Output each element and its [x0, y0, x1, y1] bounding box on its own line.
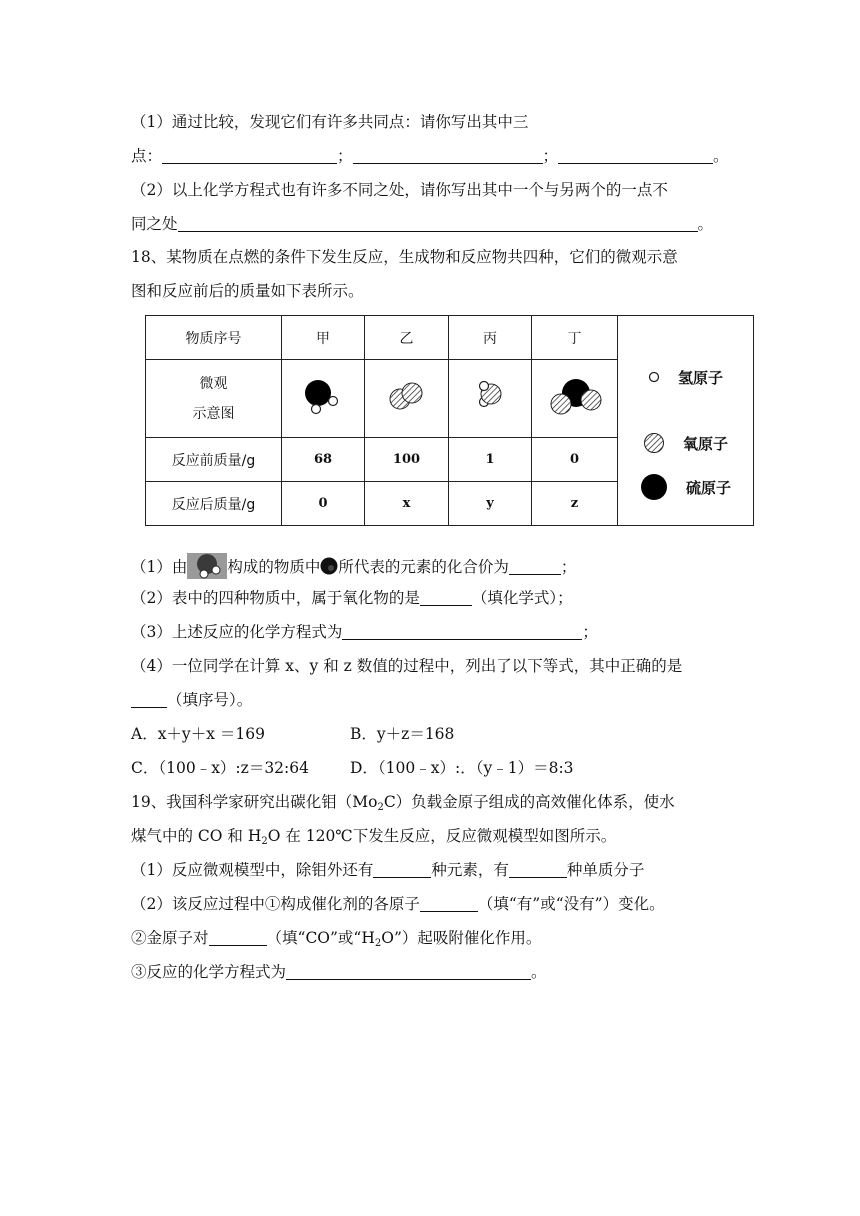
q19-q2-suffix: （填“有”或“没有”）变化。 — [477, 895, 665, 913]
q18-intro-line-b: 图和反应前后的质量如下表所示。 — [131, 282, 364, 300]
q17-part2-line-a: （2）以上化学方程式也有许多不同之处，请你写出其中一个与另两个的一点不 — [131, 181, 668, 199]
q17-part1-line-a: （1）通过比较，发现它们有许多共同点：请你写出其中三 — [131, 113, 529, 131]
q19-q1-mid: 种元素，有 — [431, 861, 509, 879]
substance-ding: 丁 — [532, 316, 618, 360]
q19-question-2 — [131, 894, 665, 914]
q17-sep-1: ； — [337, 147, 353, 165]
q19-q2-part3-prefix: ③反应的化学方程式为 — [131, 963, 287, 981]
substance-jia: 甲 — [282, 316, 365, 360]
q17-part1-line-b — [131, 146, 729, 166]
q19-q1-answer-blank-1[interactable] — [373, 861, 431, 878]
q19-intro-line-b — [131, 826, 616, 846]
diagram-label-b: 示意图 — [192, 405, 235, 422]
h2o-molecule-icon — [470, 380, 510, 414]
q18-question-3 — [131, 622, 598, 642]
q19-intro-a-sub: 2 — [377, 802, 384, 813]
diagram-row-label — [146, 360, 282, 438]
q19-q2-part2-d1: （填“CO”或“H — [266, 929, 375, 947]
q17-part2-prefix: 同之处 — [131, 215, 178, 233]
diagram-jia — [282, 360, 365, 438]
q18-q3-answer-blank[interactable] — [342, 623, 582, 640]
q19-intro-b2: O 在 120℃下发生反应，反应微观模型如图所示。 — [267, 827, 617, 845]
after-mass-label: 反应后质量/g — [146, 482, 282, 526]
q18-q4-end: （填序号）。 — [167, 691, 253, 709]
after-mass-yi: x — [365, 482, 449, 526]
table-header-label: 物质序号 — [146, 316, 282, 360]
q17-answer-blank-2[interactable] — [353, 147, 543, 164]
q19-intro-b1: 煤气中的 CO 和 H — [131, 827, 262, 845]
q18-q1-suffix: 所代表的元素的化合价为 — [338, 558, 509, 576]
q18-q4-answer-blank[interactable] — [131, 691, 167, 708]
q19-intro-a2: C）负载金原子组成的高效催化体系，使水 — [383, 793, 675, 811]
q19-question-2-part2 — [131, 928, 541, 948]
h2s-molecule-icon — [301, 377, 345, 417]
q18-q1-prefix: （1）由 — [131, 558, 188, 576]
q18-q2-end: （填化学式）； — [471, 589, 573, 607]
q19-q2-prefix: （2）该反应过程中①构成催化剂的各原子 — [131, 895, 420, 913]
before-mass-yi: 100 — [365, 438, 449, 482]
q17-answer-blank-4[interactable] — [178, 215, 698, 232]
q19-q2-part2-sub: 2 — [374, 938, 382, 949]
sulfur-inline-icon — [320, 557, 338, 575]
q19-q2-answer-blank-1[interactable] — [420, 895, 478, 912]
q17-part2-line-b — [131, 214, 713, 234]
q18-q2-text: （2）表中的四种物质中，属于氧化物的是 — [131, 589, 420, 607]
q18-option-a: A．x＋y＋x ＝169 — [131, 725, 265, 743]
q17-answer-blank-3[interactable] — [558, 147, 713, 164]
sulfur-atom-icon — [640, 473, 668, 501]
legend-oxygen-label: 氧原子 — [682, 434, 728, 453]
diagram-yi — [365, 360, 449, 438]
legend-sulfur — [618, 462, 753, 512]
q18-q2-answer-blank[interactable] — [420, 589, 472, 606]
q19-question-2-part3 — [131, 962, 547, 982]
q18-q3-text: （3）上述反应的化学方程式为 — [131, 623, 343, 641]
q18-data-table — [145, 315, 754, 526]
before-mass-bing: 1 — [449, 438, 532, 482]
q19-intro-a1: 19、我国科学家研究出碳化钼（Mo — [131, 793, 378, 811]
oxygen-atom-icon — [643, 432, 665, 454]
before-mass-jia: 68 — [282, 438, 365, 482]
after-mass-ding: z — [532, 482, 618, 526]
legend-sulfur-label: 硫原子 — [685, 478, 731, 497]
q19-q2-part3-end: 。 — [531, 963, 547, 981]
after-mass-jia: 0 — [282, 482, 365, 526]
substance-yi: 乙 — [365, 316, 449, 360]
diagram-ding — [532, 360, 618, 438]
q17-end-2: 。 — [697, 215, 714, 233]
legend-hydrogen — [618, 352, 753, 402]
q18-q1-answer-blank[interactable] — [509, 558, 561, 575]
q19-question-1 — [131, 860, 644, 880]
legend-oxygen — [618, 418, 753, 468]
o2-molecule-icon — [385, 380, 429, 414]
q18-question-4-line-a: （4）一位同学在计算 x、y 和 z 数值的过程中，列出了以下等式，其中正确的是 — [131, 657, 683, 675]
atom-legend — [618, 316, 754, 526]
q18-option-c: C．（100﹣x）:z＝32:64 — [131, 759, 309, 777]
before-mass-ding: 0 — [532, 438, 618, 482]
so2-molecule-icon — [545, 376, 605, 418]
hydrogen-atom-icon — [648, 371, 660, 383]
q17-answer-blank-1[interactable] — [162, 147, 337, 164]
q17-part1-prefix: 点： — [131, 147, 163, 165]
q19-q1-suffix: 种单质分子 — [566, 861, 645, 879]
q17-sep-2: ； — [542, 147, 559, 165]
q19-q2-answer-blank-3[interactable] — [286, 963, 531, 980]
q18-q3-end: ； — [582, 623, 598, 641]
q19-q1-answer-blank-2[interactable] — [509, 861, 567, 878]
substance-bing: 丙 — [449, 316, 532, 360]
q19-q1-prefix: （1）反应微观模型中，除钼外还有 — [131, 861, 374, 879]
q18-question-1 — [131, 553, 576, 579]
q18-option-b: B．y＋z＝168 — [350, 725, 455, 743]
q18-q1-mid: 构成的物质中 — [227, 558, 321, 576]
q18-option-d: D．（100﹣x）:．（y﹣1）＝8:3 — [350, 759, 574, 777]
q18-intro-line-a: 18、某物质在点燃的条件下发生反应，生成物和反应物共四种，它们的微观示意 — [131, 248, 678, 266]
diagram-bing — [449, 360, 532, 438]
legend-hydrogen-label: 氢原子 — [677, 368, 723, 387]
q19-intro-b-sub: 2 — [261, 836, 268, 847]
q18-question-4-line-b — [131, 690, 252, 710]
q19-q2-part2-prefix: ②金原子对 — [131, 929, 209, 947]
q18-question-2 — [131, 588, 573, 608]
q18-q1-end: ； — [560, 558, 577, 576]
after-mass-bing: y — [449, 482, 532, 526]
q19-intro-line-a — [131, 792, 675, 812]
h2s-inline-icon — [187, 553, 227, 579]
q19-q2-part2-d2: O”）起吸附催化作用。 — [381, 929, 542, 947]
q19-q2-answer-blank-2[interactable] — [209, 929, 267, 946]
before-mass-label: 反应前质量/g — [146, 438, 282, 482]
diagram-label-a: 微观 — [199, 375, 228, 392]
q17-end-1: 。 — [713, 147, 729, 165]
